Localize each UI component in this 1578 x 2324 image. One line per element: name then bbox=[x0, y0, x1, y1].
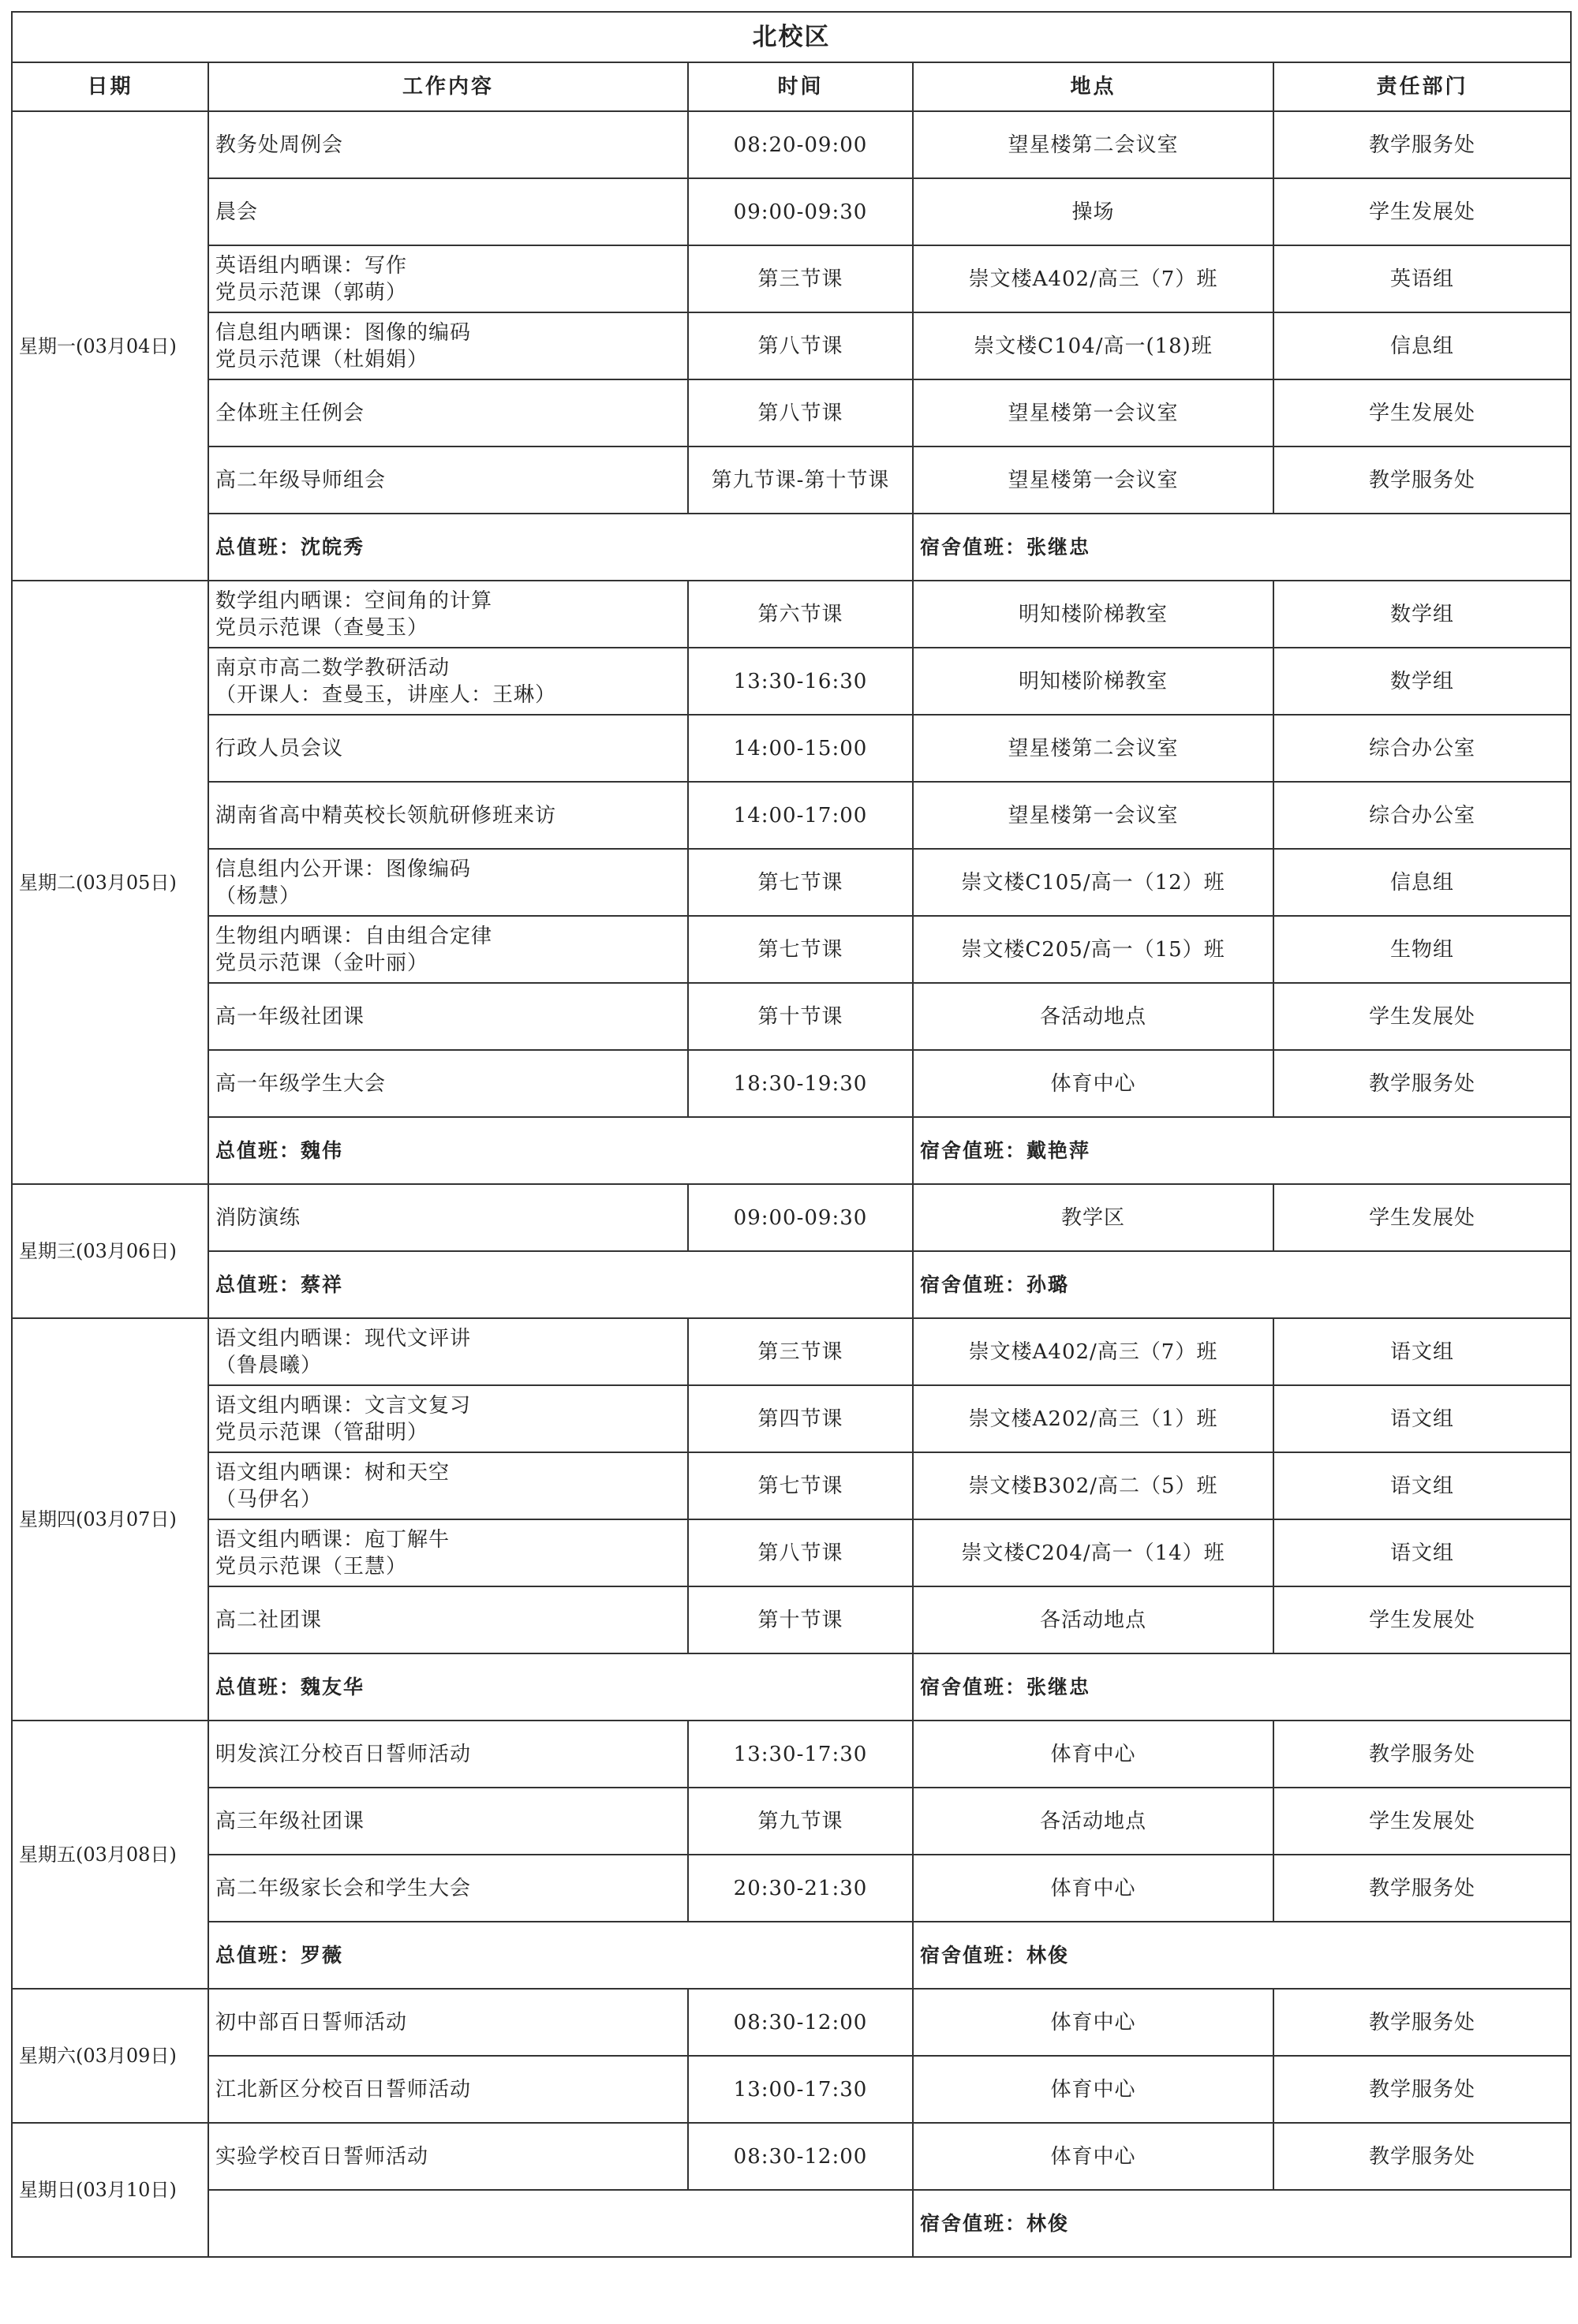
duty-row bbox=[12, 1251, 1571, 1318]
dorm-duty-cell: 宿舍值班：林俊 bbox=[913, 1922, 1571, 1989]
activity-content-cell: 南京市高二数学教研活动 （开课人：查曼玉，讲座人：王琳） bbox=[208, 648, 688, 715]
activity-location-cell: 教学区 bbox=[913, 1184, 1273, 1251]
dorm-duty-cell: 宿舍值班：戴艳萍 bbox=[913, 1117, 1571, 1184]
activity-time-cell: 第六节课 bbox=[688, 581, 913, 648]
activity-content-cell: 高二年级导师组会 bbox=[208, 446, 688, 514]
activity-content-cell: 行政人员会议 bbox=[208, 715, 688, 782]
table-row bbox=[12, 379, 1571, 446]
table-row bbox=[12, 245, 1571, 312]
table-row bbox=[12, 2056, 1571, 2123]
activity-department-cell: 数学组 bbox=[1273, 581, 1571, 648]
activity-content-cell: 全体班主任例会 bbox=[208, 379, 688, 446]
activity-location-cell: 明知楼阶梯教室 bbox=[913, 581, 1273, 648]
schedule-table bbox=[11, 11, 1572, 2258]
table-row bbox=[12, 581, 1571, 648]
activity-location-cell: 操场 bbox=[913, 178, 1273, 245]
activity-location-cell: 崇文楼C104/高一(18)班 bbox=[913, 312, 1273, 379]
day-date-cell: 星期六(03月09日) bbox=[12, 1989, 208, 2123]
activity-content-cell: 消防演练 bbox=[208, 1184, 688, 1251]
table-row bbox=[12, 782, 1571, 849]
table-row bbox=[12, 2123, 1571, 2190]
activity-time-cell: 第八节课 bbox=[688, 312, 913, 379]
table-row bbox=[12, 916, 1571, 983]
activity-location-cell: 崇文楼A402/高三（7）班 bbox=[913, 245, 1273, 312]
table-row bbox=[12, 446, 1571, 514]
activity-location-cell: 体育中心 bbox=[913, 2056, 1273, 2123]
activity-department-cell: 学生发展处 bbox=[1273, 1184, 1571, 1251]
activity-department-cell: 综合办公室 bbox=[1273, 782, 1571, 849]
activity-location-cell: 各活动地点 bbox=[913, 983, 1273, 1050]
header-row bbox=[12, 62, 1571, 111]
table-row bbox=[12, 1318, 1571, 1385]
activity-location-cell: 望星楼第二会议室 bbox=[913, 111, 1273, 178]
activity-department-cell: 英语组 bbox=[1273, 245, 1571, 312]
dorm-duty-cell: 宿舍值班：林俊 bbox=[913, 2190, 1571, 2257]
table-row bbox=[12, 111, 1571, 178]
activity-content-cell: 湖南省高中精英校长领航研修班来访 bbox=[208, 782, 688, 849]
general-duty-cell: 总值班：罗薇 bbox=[208, 1922, 913, 1989]
activity-content-cell: 教务处周例会 bbox=[208, 111, 688, 178]
table-row bbox=[12, 178, 1571, 245]
general-duty-cell: 总值班：魏友华 bbox=[208, 1653, 913, 1721]
day-date-cell: 星期二(03月05日) bbox=[12, 581, 208, 1184]
header-time: 时间 bbox=[688, 62, 913, 111]
activity-location-cell: 崇文楼C205/高一（15）班 bbox=[913, 916, 1273, 983]
header-date: 日期 bbox=[12, 62, 208, 111]
table-row bbox=[12, 1050, 1571, 1117]
activity-department-cell: 教学服务处 bbox=[1273, 1989, 1571, 2056]
activity-content-cell: 信息组内公开课：图像编码 （杨慧） bbox=[208, 849, 688, 916]
day-date-cell: 星期日(03月10日) bbox=[12, 2123, 208, 2257]
header-content: 工作内容 bbox=[208, 62, 688, 111]
activity-time-cell: 第三节课 bbox=[688, 1318, 913, 1385]
activity-content-cell: 高三年级社团课 bbox=[208, 1788, 688, 1855]
activity-content-cell: 生物组内晒课：自由组合定律 党员示范课（金叶丽） bbox=[208, 916, 688, 983]
activity-time-cell: 第十节课 bbox=[688, 983, 913, 1050]
activity-department-cell: 教学服务处 bbox=[1273, 2123, 1571, 2190]
table-row bbox=[12, 1721, 1571, 1788]
table-row bbox=[12, 312, 1571, 379]
activity-time-cell: 14:00-17:00 bbox=[688, 782, 913, 849]
general-duty-cell: 总值班：沈皖秀 bbox=[208, 514, 913, 581]
activity-department-cell: 语文组 bbox=[1273, 1519, 1571, 1586]
table-row bbox=[12, 1184, 1571, 1251]
activity-department-cell: 教学服务处 bbox=[1273, 1721, 1571, 1788]
header-department: 责任部门 bbox=[1273, 62, 1571, 111]
activity-time-cell: 09:00-09:30 bbox=[688, 178, 913, 245]
activity-content-cell: 实验学校百日誓师活动 bbox=[208, 2123, 688, 2190]
activity-department-cell: 学生发展处 bbox=[1273, 1788, 1571, 1855]
dorm-duty-cell: 宿舍值班：孙璐 bbox=[913, 1251, 1571, 1318]
activity-content-cell: 江北新区分校百日誓师活动 bbox=[208, 2056, 688, 2123]
activity-department-cell: 学生发展处 bbox=[1273, 379, 1571, 446]
activity-location-cell: 各活动地点 bbox=[913, 1788, 1273, 1855]
activity-department-cell: 语文组 bbox=[1273, 1385, 1571, 1452]
activity-content-cell: 英语组内晒课：写作 党员示范课（郭萌） bbox=[208, 245, 688, 312]
activity-time-cell: 08:30-12:00 bbox=[688, 2123, 913, 2190]
activity-time-cell: 18:30-19:30 bbox=[688, 1050, 913, 1117]
header-location: 地点 bbox=[913, 62, 1273, 111]
activity-department-cell: 教学服务处 bbox=[1273, 2056, 1571, 2123]
day-date-cell: 星期三(03月06日) bbox=[12, 1184, 208, 1318]
activity-location-cell: 体育中心 bbox=[913, 2123, 1273, 2190]
table-row bbox=[12, 983, 1571, 1050]
activity-location-cell: 崇文楼A402/高三（7）班 bbox=[913, 1318, 1273, 1385]
activity-time-cell: 第八节课 bbox=[688, 1519, 913, 1586]
activity-department-cell: 教学服务处 bbox=[1273, 111, 1571, 178]
day-date-cell: 星期四(03月07日) bbox=[12, 1318, 208, 1721]
activity-content-cell: 高二年级家长会和学生大会 bbox=[208, 1855, 688, 1922]
activity-location-cell: 望星楼第一会议室 bbox=[913, 782, 1273, 849]
activity-time-cell: 13:30-16:30 bbox=[688, 648, 913, 715]
activity-time-cell: 20:30-21:30 bbox=[688, 1855, 913, 1922]
table-row bbox=[12, 1519, 1571, 1586]
activity-location-cell: 望星楼第一会议室 bbox=[913, 379, 1273, 446]
activity-department-cell: 语文组 bbox=[1273, 1452, 1571, 1519]
table-row bbox=[12, 715, 1571, 782]
activity-content-cell: 高一年级社团课 bbox=[208, 983, 688, 1050]
activity-location-cell: 各活动地点 bbox=[913, 1586, 1273, 1653]
activity-content-cell: 信息组内晒课：图像的编码 党员示范课（杜娟娟） bbox=[208, 312, 688, 379]
general-duty-cell: 总值班：蔡祥 bbox=[208, 1251, 913, 1318]
day-date-cell: 星期一(03月04日) bbox=[12, 111, 208, 581]
activity-time-cell: 09:00-09:30 bbox=[688, 1184, 913, 1251]
activity-location-cell: 体育中心 bbox=[913, 1050, 1273, 1117]
activity-department-cell: 教学服务处 bbox=[1273, 1050, 1571, 1117]
table-row bbox=[12, 1788, 1571, 1855]
activity-location-cell: 望星楼第一会议室 bbox=[913, 446, 1273, 514]
general-duty-cell: 总值班：魏伟 bbox=[208, 1117, 913, 1184]
activity-location-cell: 崇文楼C105/高一（12）班 bbox=[913, 849, 1273, 916]
table-row bbox=[12, 1989, 1571, 2056]
activity-location-cell: 体育中心 bbox=[913, 1855, 1273, 1922]
activity-time-cell: 第七节课 bbox=[688, 1452, 913, 1519]
table-row bbox=[12, 1586, 1571, 1653]
activity-department-cell: 综合办公室 bbox=[1273, 715, 1571, 782]
table-title: 北校区 bbox=[12, 12, 1571, 62]
activity-time-cell: 第九节课-第十节课 bbox=[688, 446, 913, 514]
activity-location-cell: 望星楼第二会议室 bbox=[913, 715, 1273, 782]
activity-department-cell: 信息组 bbox=[1273, 312, 1571, 379]
duty-row bbox=[12, 2190, 1571, 2257]
dorm-duty-cell: 宿舍值班：张继忠 bbox=[913, 514, 1571, 581]
activity-content-cell: 晨会 bbox=[208, 178, 688, 245]
activity-department-cell: 信息组 bbox=[1273, 849, 1571, 916]
activity-content-cell: 明发滨江分校百日誓师活动 bbox=[208, 1721, 688, 1788]
activity-time-cell: 13:00-17:30 bbox=[688, 2056, 913, 2123]
activity-department-cell: 教学服务处 bbox=[1273, 446, 1571, 514]
activity-department-cell: 语文组 bbox=[1273, 1318, 1571, 1385]
activity-location-cell: 崇文楼A202/高三（1）班 bbox=[913, 1385, 1273, 1452]
activity-time-cell: 第三节课 bbox=[688, 245, 913, 312]
activity-time-cell: 08:20-09:00 bbox=[688, 111, 913, 178]
activity-content-cell: 高一年级学生大会 bbox=[208, 1050, 688, 1117]
general-duty-cell bbox=[208, 2190, 913, 2257]
activity-time-cell: 08:30-12:00 bbox=[688, 1989, 913, 2056]
activity-content-cell: 初中部百日誓师活动 bbox=[208, 1989, 688, 2056]
activity-department-cell: 生物组 bbox=[1273, 916, 1571, 983]
activity-location-cell: 崇文楼B302/高二（5）班 bbox=[913, 1452, 1273, 1519]
activity-time-cell: 第八节课 bbox=[688, 379, 913, 446]
activity-department-cell: 教学服务处 bbox=[1273, 1855, 1571, 1922]
activity-content-cell: 数学组内晒课：空间角的计算 党员示范课（查曼玉） bbox=[208, 581, 688, 648]
activity-time-cell: 第七节课 bbox=[688, 849, 913, 916]
dorm-duty-cell: 宿舍值班：张继忠 bbox=[913, 1653, 1571, 1721]
schedule-body bbox=[12, 111, 1571, 2257]
activity-time-cell: 第七节课 bbox=[688, 916, 913, 983]
activity-department-cell: 学生发展处 bbox=[1273, 1586, 1571, 1653]
activity-time-cell: 第四节课 bbox=[688, 1385, 913, 1452]
activity-content-cell: 语文组内晒课：文言文复习 党员示范课（管甜明） bbox=[208, 1385, 688, 1452]
activity-time-cell: 第十节课 bbox=[688, 1586, 913, 1653]
duty-row bbox=[12, 1653, 1571, 1721]
table-row bbox=[12, 1385, 1571, 1452]
table-row bbox=[12, 1452, 1571, 1519]
activity-location-cell: 崇文楼C204/高一（14）班 bbox=[913, 1519, 1273, 1586]
activity-content-cell: 高二社团课 bbox=[208, 1586, 688, 1653]
table-row bbox=[12, 849, 1571, 916]
activity-location-cell: 体育中心 bbox=[913, 1989, 1273, 2056]
activity-content-cell: 语文组内晒课：庖丁解牛 党员示范课（王慧） bbox=[208, 1519, 688, 1586]
duty-row bbox=[12, 1117, 1571, 1184]
day-date-cell: 星期五(03月08日) bbox=[12, 1721, 208, 1989]
duty-row bbox=[12, 1922, 1571, 1989]
activity-location-cell: 体育中心 bbox=[913, 1721, 1273, 1788]
activity-department-cell: 学生发展处 bbox=[1273, 983, 1571, 1050]
activity-location-cell: 明知楼阶梯教室 bbox=[913, 648, 1273, 715]
table-row bbox=[12, 648, 1571, 715]
activity-department-cell: 学生发展处 bbox=[1273, 178, 1571, 245]
activity-department-cell: 数学组 bbox=[1273, 648, 1571, 715]
activity-time-cell: 13:30-17:30 bbox=[688, 1721, 913, 1788]
duty-row bbox=[12, 514, 1571, 581]
table-row bbox=[12, 1855, 1571, 1922]
activity-content-cell: 语文组内晒课：树和天空 （马伊名） bbox=[208, 1452, 688, 1519]
activity-time-cell: 14:00-15:00 bbox=[688, 715, 913, 782]
activity-content-cell: 语文组内晒课：现代文评讲 （鲁晨曦） bbox=[208, 1318, 688, 1385]
activity-time-cell: 第九节课 bbox=[688, 1788, 913, 1855]
